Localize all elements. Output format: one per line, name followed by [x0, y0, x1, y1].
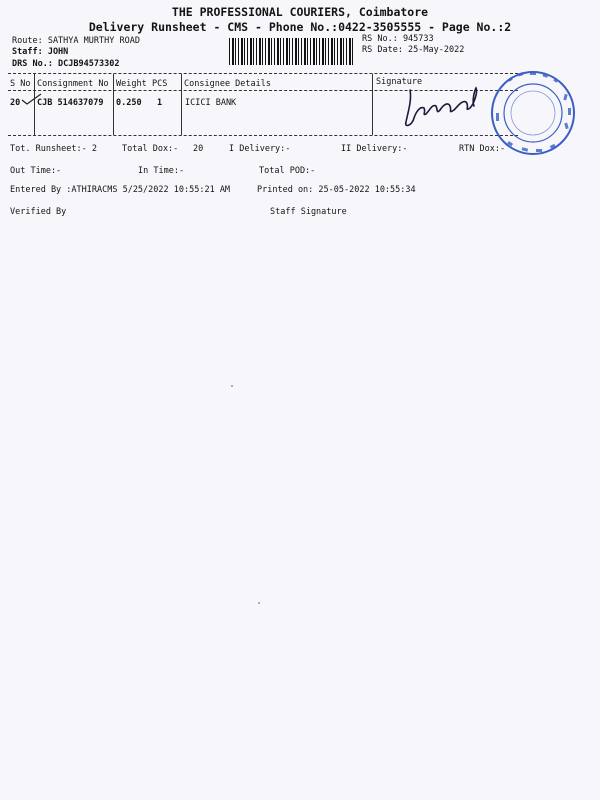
- in-time: In Time:-: [138, 166, 185, 176]
- header-consignee: Consignee Details: [184, 79, 271, 89]
- entered-by: Entered By :ATHIRACMS 5/25/2022 10:55:21 AM: [10, 185, 231, 195]
- header-sno: S No: [10, 79, 31, 89]
- row-sno: 20: [10, 98, 21, 108]
- row-consignee: ICICI BANK: [185, 98, 237, 108]
- handwritten-signature: [398, 82, 488, 132]
- barcode: [229, 38, 354, 65]
- rs-date: RS Date: 25-May-2022: [362, 45, 465, 55]
- header-consignment: Consignment No: [37, 79, 109, 89]
- header-signature: Signature: [376, 77, 423, 87]
- row-consignment: CJB 514637079: [37, 98, 104, 108]
- column-divider: [372, 74, 373, 135]
- ii-delivery: II Delivery:-: [341, 144, 408, 154]
- table-bottom-rule: [8, 135, 518, 136]
- rs-number: RS No.: 945733: [362, 34, 434, 44]
- total-pod: Total POD:-: [259, 166, 316, 176]
- check-mark-icon: [20, 92, 44, 106]
- scan-speck: [258, 602, 260, 604]
- staff-text: Staff: JOHN: [12, 47, 69, 57]
- header-weight: Weight: [116, 79, 147, 89]
- total-dox-value: 20: [193, 144, 204, 154]
- staff-signature: Staff Signature: [270, 207, 347, 217]
- scan-speck: [231, 385, 233, 387]
- total-runsheet: Tot. Runsheet:- 2: [10, 144, 97, 154]
- drs-number: DRS No.: DCJB94573302: [12, 59, 120, 69]
- row-pcs: 1: [157, 98, 163, 108]
- runsheet-subtitle: Delivery Runsheet - CMS - Phone No.:0422-3505555 - Page No.:2: [88, 20, 512, 34]
- table-top-rule: [8, 73, 518, 74]
- printed-on: Printed on: 25-05-2022 10:55:34: [257, 185, 416, 195]
- row-weight: 0.250: [116, 98, 142, 108]
- total-dox-label: Total Dox:-: [122, 144, 179, 154]
- out-time: Out Time:-: [10, 166, 62, 176]
- column-divider: [181, 74, 182, 135]
- route-text: Route: SATHYA MURTHY ROAD: [12, 36, 140, 46]
- header-pcs: PCS: [152, 79, 168, 89]
- column-divider: [113, 74, 114, 135]
- i-delivery: I Delivery:-: [229, 144, 291, 154]
- verified-by: Verified By: [10, 207, 67, 217]
- rtn-dox: RTN Dox:-: [459, 144, 506, 154]
- company-title: THE PROFESSIONAL COURIERS, Coimbatore: [171, 5, 429, 19]
